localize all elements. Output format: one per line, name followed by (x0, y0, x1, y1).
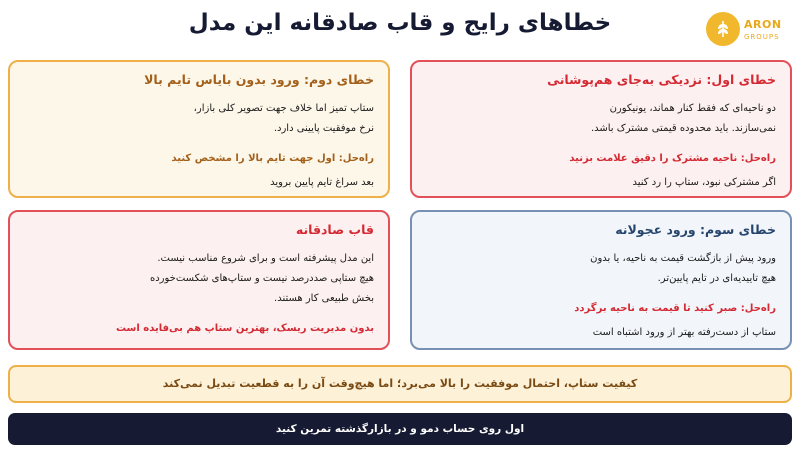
logo (706, 12, 790, 48)
card-solution: راه‌حل: صبر کنید تا قیمت به ناحیه برگردد (574, 303, 776, 314)
card-after: بعد سراغ تایم پایین بروید (270, 177, 374, 188)
card-title: خطای دوم: ورود بدون بایاس تایم بالا (144, 72, 374, 87)
card-body-line: دو ناحیه‌ای که فقط کنار هماند، یونیکورن (609, 103, 776, 114)
card-mistake-three (410, 210, 792, 350)
card-body-line: ستاپ تمیز اما خلاف جهت تصویر کلی بازار، (193, 103, 374, 114)
card-solution: بدون مدیریت ریسک، بهترین ستاپ هم بی‌فایده است (115, 323, 374, 334)
wheat-icon (706, 12, 740, 46)
card-after: اگر مشترکی نبود، ستاپ را رد کنید (632, 177, 776, 188)
card-body-line: نرخ موفقیت پایینی دارد. (273, 123, 374, 134)
card-body-line: بخش طبیعی کار هستند. (274, 293, 374, 304)
footer-banner: اول روی حساب دمو و در بازارگذشته تمرین کنید (8, 413, 792, 445)
logo-name: ARON (744, 18, 782, 31)
card-solution: راه‌حل: ناحیه مشترک را دقیق علامت بزنید (569, 153, 776, 164)
card-title: خطای سوم: ورود عجولانه (615, 222, 776, 237)
card-mistake-one (410, 60, 792, 198)
card-solution: راه‌حل: اول جهت تایم بالا را مشخص کنید (171, 153, 374, 164)
card-mistake-two (8, 60, 390, 198)
card-body-line: این مدل پیشرفته است و برای شروع مناسب نیست. (157, 253, 374, 264)
card-title: قاب صادقانه (295, 222, 374, 237)
card-after: ستاپ از دست‌رفته بهتر از ورود اشتباه است (592, 327, 776, 338)
card-body-line: هیچ تاییدیه‌ای در تایم پایین‌تر. (657, 273, 776, 284)
card-body-line: هیچ ستاپی صددرصد نیست و ستاپ‌های شکست‌خورده (149, 273, 374, 284)
note-banner: کیفیت ستاپ، احتمال موفقیت را بالا می‌برد؛ اما هیچ‌وقت آن را به قطعیت تبدیل نمی‌کند (8, 365, 792, 403)
card-body-line: ورود پیش از بازگشت قیمت به ناحیه، یا بدون (590, 253, 776, 264)
card-body-line: نمی‌سازند. باید محدوده قیمتی مشترک باشد. (590, 123, 776, 134)
card-title: خطای اول: نزدیکی به‌جای هم‌پوشانی (547, 72, 776, 87)
card-honest-frame (8, 210, 390, 350)
logo-sub: GROUPS (744, 33, 780, 41)
page-title: خطاهای رایج و قاب صادقانه این مدل (188, 10, 612, 36)
